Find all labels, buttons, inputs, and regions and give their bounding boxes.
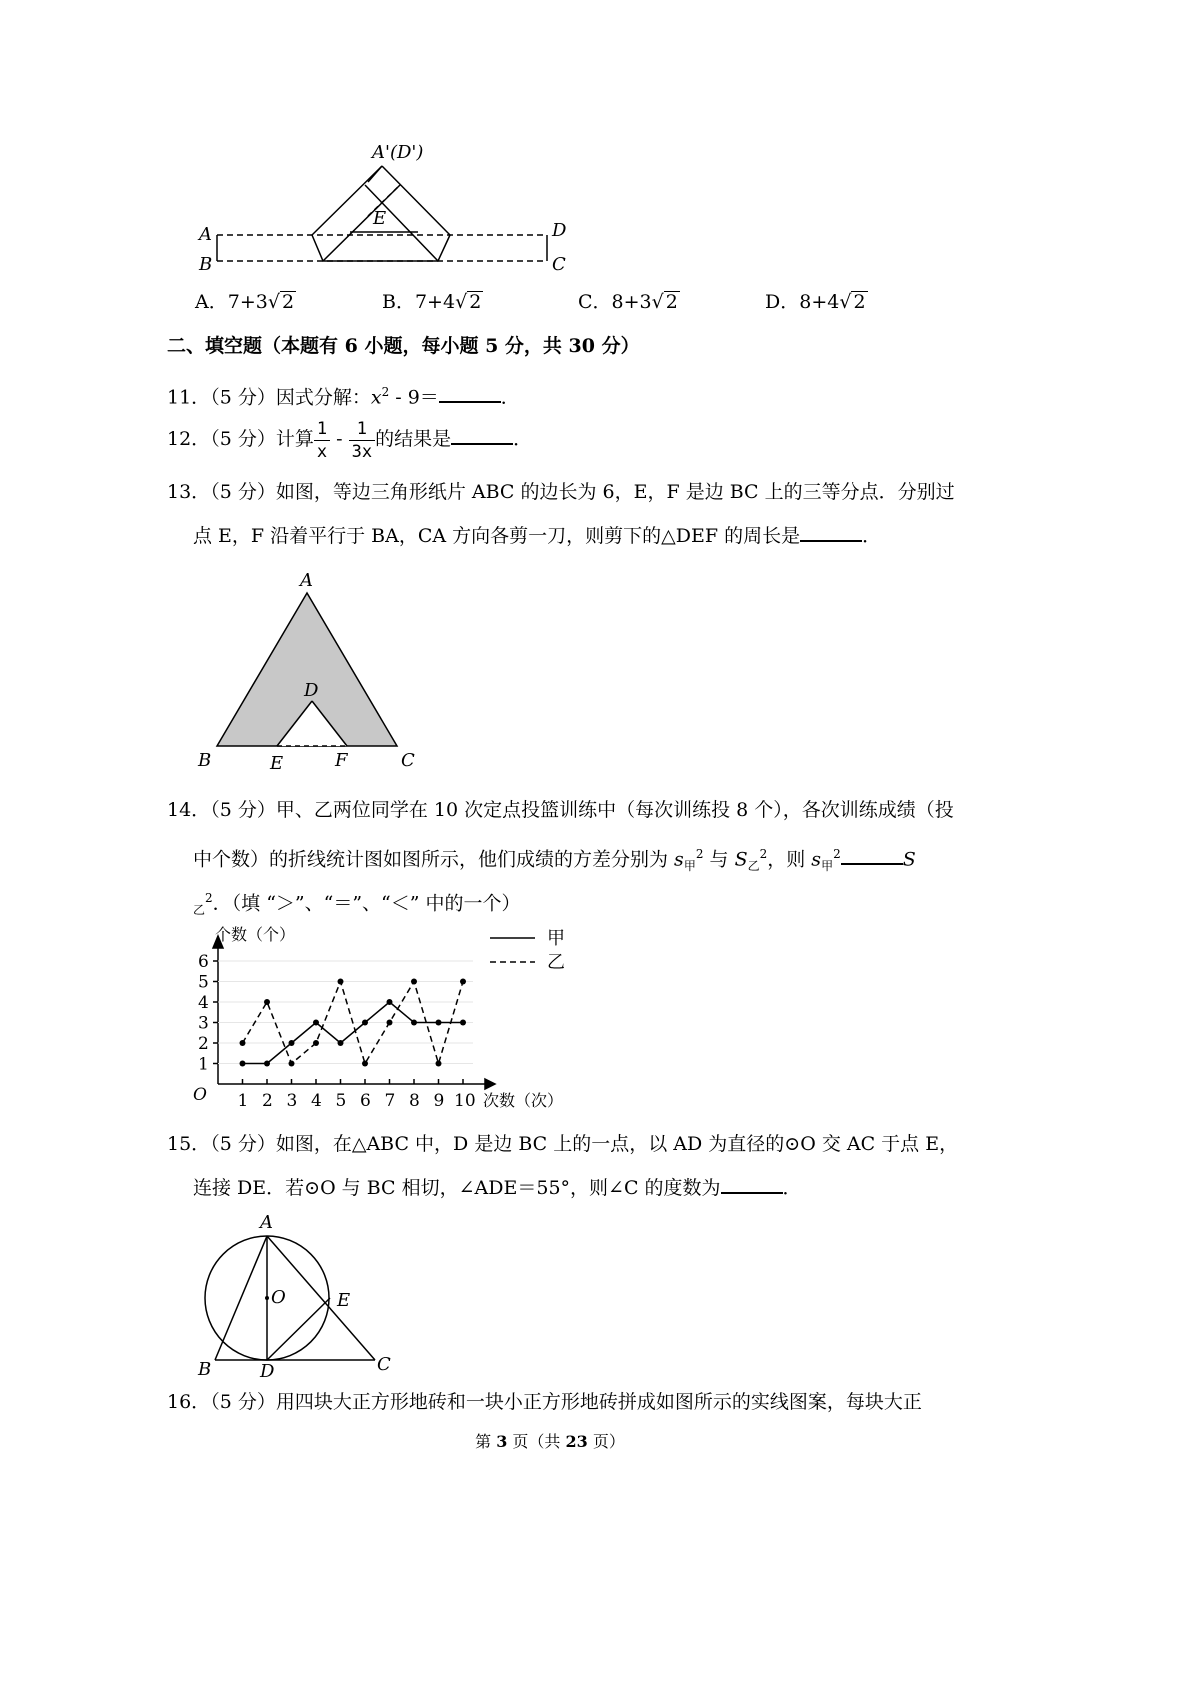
series-1-point — [411, 1020, 417, 1026]
x-tick-label: 4 — [311, 1091, 322, 1111]
x-tick-label: 10 — [454, 1091, 476, 1111]
y-tick-label: 2 — [198, 1034, 209, 1054]
sqrt-sign: √ — [267, 291, 280, 313]
x-tick-label: 7 — [384, 1091, 396, 1111]
y-tick-label: 6 — [198, 952, 209, 972]
q10-label-d: D — [552, 220, 567, 241]
q15-label-d: D — [260, 1361, 275, 1380]
q15-label-o: O — [271, 1287, 286, 1308]
series-2-point — [264, 999, 270, 1005]
q13-label-a: A — [300, 570, 313, 591]
series-1-point — [264, 1061, 270, 1067]
x-tick-label: 6 — [360, 1091, 371, 1111]
series-1-point — [289, 1040, 295, 1046]
series-2-point — [338, 979, 344, 985]
sqrt-sign: √ — [839, 291, 852, 313]
question-11: 11．（5 分）因式分解：$x^2 - 9=$ ． — [167, 385, 520, 409]
q10-label-b: B — [199, 254, 213, 275]
q13-label-b: B — [198, 750, 212, 771]
series-2-point — [362, 1061, 368, 1067]
sqrt-sign: √ — [455, 291, 468, 313]
answer-blank[interactable] — [721, 1174, 783, 1194]
q10-label-c: C — [552, 254, 566, 275]
sqrt-sign: √ — [651, 291, 664, 313]
chart-origin-label: O — [193, 1085, 207, 1105]
question-13-line2: 点 E，F 沿着平行于 BA，CA 方向各剪一刀，则剪下的△DEF 的周长是 ． — [193, 522, 881, 550]
question-14-line2: 中个数）的折线统计图如图所示，他们成绩的方差分别为 $s_甲^2$ 与 $S_乙^2$，则 $s_甲^2$ S — [193, 847, 916, 874]
series-2-point — [411, 979, 417, 985]
chart-tick-labels — [198, 952, 476, 1111]
series-1-point — [240, 1061, 246, 1067]
series-1-point — [313, 1020, 319, 1026]
series-2-point — [289, 1061, 295, 1067]
chart-xlabel: 次数（次） — [483, 1091, 564, 1110]
series-2-point — [240, 1040, 246, 1046]
fraction-2: $\frac{1}{3x}$ — [349, 418, 375, 463]
answer-blank[interactable] — [439, 383, 501, 403]
fraction-1: $\frac{1}{x}$ — [314, 418, 330, 463]
series-2-point — [460, 979, 466, 985]
series-1-point — [362, 1020, 368, 1026]
q15-label-a: A — [260, 1212, 273, 1233]
question-14-line3: $_乙^2$．（填 “＞”、“＝”、“＜” 中的一个） — [193, 891, 521, 918]
answer-blank[interactable] — [451, 425, 513, 445]
legend-label-jia: 甲 — [547, 928, 565, 949]
question-16: 16．（5 分）用四块大正方形地砖和一块小正方形地砖拼成如图所示的实线图案，每块大正 — [167, 1391, 922, 1413]
question-15: 15．（5 分）如图，在△ABC 中，D 是边 BC 上的一点，以 AD 为直径的⊙O 交 AC 于点 E， — [167, 1133, 959, 1155]
q10-label-top: A'(D') — [372, 142, 424, 163]
y-tick-label: 3 — [198, 1013, 209, 1034]
q14-line-chart — [185, 922, 595, 1112]
q15-label-c: C — [377, 1354, 391, 1375]
x-tick-label: 1 — [237, 1091, 249, 1111]
y-tick-label: 1 — [198, 1054, 209, 1075]
q10-label-a: A — [199, 224, 212, 245]
q10-option-d: D．8+4√ 2 — [765, 291, 866, 313]
q15-figure — [190, 1210, 410, 1380]
page-footer: 第 3 页（共 23 页） — [475, 1432, 625, 1451]
x-tick-label: 3 — [286, 1091, 298, 1111]
question-12: 12．（5 分）计算 $\frac{1}{x}$ - $\frac{1}{3x}$ 的结果是 ． — [167, 418, 533, 462]
chart-axes — [213, 936, 495, 1089]
section-2-title: 二、填空题（本题有 6 小题，每小题 5 分，共 30 分） — [167, 335, 640, 357]
q10-label-e: E — [373, 208, 387, 229]
answer-blank[interactable] — [841, 845, 903, 865]
x-tick-label: 9 — [433, 1091, 445, 1111]
q10-option-a: A．7+3√ 2 — [195, 291, 295, 313]
series-2-point — [436, 1061, 442, 1067]
legend-label-yi: 乙 — [547, 952, 565, 973]
series-1-point — [338, 1040, 344, 1046]
y-tick-label: 4 — [198, 993, 209, 1013]
question-14: 14．（5 分）甲、乙两位同学在 10 次定点投篮训练中（每次训练投 8 个），各次训练成绩（投 — [167, 799, 954, 821]
answer-blank[interactable] — [800, 522, 862, 542]
question-15-line2: 连接 DE．若⊙O 与 BC 相切，∠ADE＝55°，则∠C 的度数为 ． — [193, 1174, 802, 1202]
q13-figure — [190, 570, 430, 775]
series-1-point — [460, 1020, 466, 1026]
q15-label-b: B — [198, 1359, 212, 1380]
q13-label-d: D — [304, 680, 319, 701]
series-line-1 — [243, 1002, 464, 1064]
q13-label-c: C — [401, 750, 415, 771]
q10-option-b: B．7+4√ 2 — [382, 291, 482, 313]
chart-ylabel: 个数（个） — [215, 925, 296, 944]
question-13: 13．（5 分）如图，等边三角形纸片 ABC 的边长为 6，E，F 是边 BC 上的三等分点．分别过 — [167, 481, 955, 503]
series-2-point — [387, 1020, 393, 1026]
x-tick-label: 2 — [262, 1091, 273, 1111]
q13-label-f: F — [335, 750, 348, 771]
series-2-point — [313, 1040, 319, 1046]
q10-figure — [190, 130, 610, 305]
q13-label-e: E — [270, 753, 284, 774]
q10-option-c: C．8+3√ 2 — [578, 291, 678, 313]
x-tick-label: 8 — [409, 1091, 420, 1111]
y-tick-label: 5 — [198, 972, 209, 993]
q15-label-e: E — [337, 1290, 351, 1311]
x-tick-label: 5 — [335, 1091, 347, 1111]
series-1-point — [436, 1020, 442, 1026]
series-1-point — [387, 999, 393, 1005]
